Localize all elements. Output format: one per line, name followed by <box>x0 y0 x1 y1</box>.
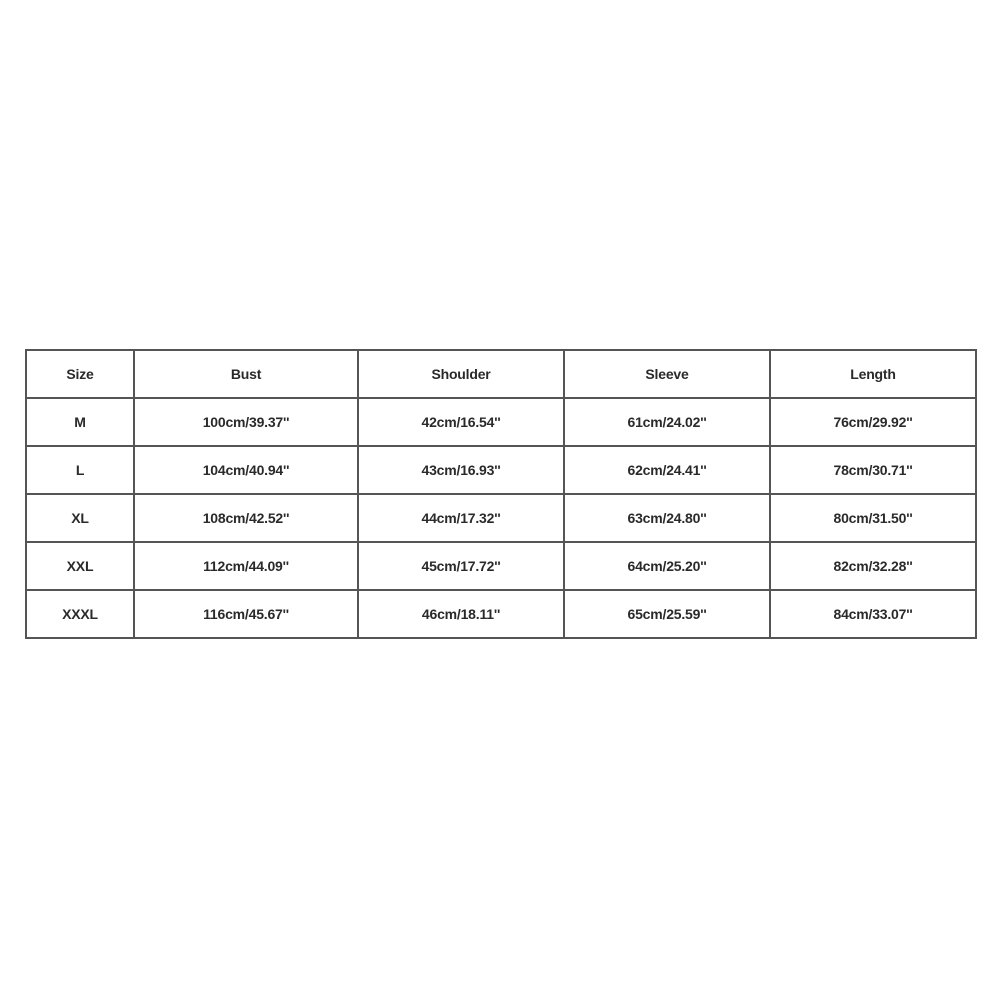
bust-cell: 100cm/39.37'' <box>134 398 358 446</box>
length-cell: 76cm/29.92'' <box>770 398 976 446</box>
size-cell: XXXL <box>26 590 134 638</box>
sleeve-cell: 61cm/24.02'' <box>564 398 770 446</box>
size-cell: XL <box>26 494 134 542</box>
bust-cell: 104cm/40.94'' <box>134 446 358 494</box>
length-cell: 78cm/30.71'' <box>770 446 976 494</box>
sleeve-cell: 65cm/25.59'' <box>564 590 770 638</box>
shoulder-cell: 45cm/17.72'' <box>358 542 564 590</box>
bust-cell: 116cm/45.67'' <box>134 590 358 638</box>
table-row <box>26 446 976 494</box>
sleeve-cell: 62cm/24.41'' <box>564 446 770 494</box>
size-chart-header <box>26 350 976 398</box>
size-cell: XXL <box>26 542 134 590</box>
size-cell: M <box>26 398 134 446</box>
shoulder-cell: 43cm/16.93'' <box>358 446 564 494</box>
table-row <box>26 398 976 446</box>
header-size: Size <box>26 350 134 398</box>
bust-cell: 108cm/42.52'' <box>134 494 358 542</box>
length-cell: 84cm/33.07'' <box>770 590 976 638</box>
shoulder-cell: 46cm/18.11'' <box>358 590 564 638</box>
bust-cell: 112cm/44.09'' <box>134 542 358 590</box>
header-length: Length <box>770 350 976 398</box>
size-cell: L <box>26 446 134 494</box>
sleeve-cell: 63cm/24.80'' <box>564 494 770 542</box>
shoulder-cell: 42cm/16.54'' <box>358 398 564 446</box>
length-cell: 80cm/31.50'' <box>770 494 976 542</box>
length-cell: 82cm/32.28'' <box>770 542 976 590</box>
header-row <box>26 350 976 398</box>
size-chart-body <box>26 398 976 638</box>
table-row <box>26 494 976 542</box>
header-sleeve: Sleeve <box>564 350 770 398</box>
header-bust: Bust <box>134 350 358 398</box>
shoulder-cell: 44cm/17.32'' <box>358 494 564 542</box>
size-chart-table <box>25 349 977 639</box>
header-shoulder: Shoulder <box>358 350 564 398</box>
sleeve-cell: 64cm/25.20'' <box>564 542 770 590</box>
table-row <box>26 590 976 638</box>
table-row <box>26 542 976 590</box>
